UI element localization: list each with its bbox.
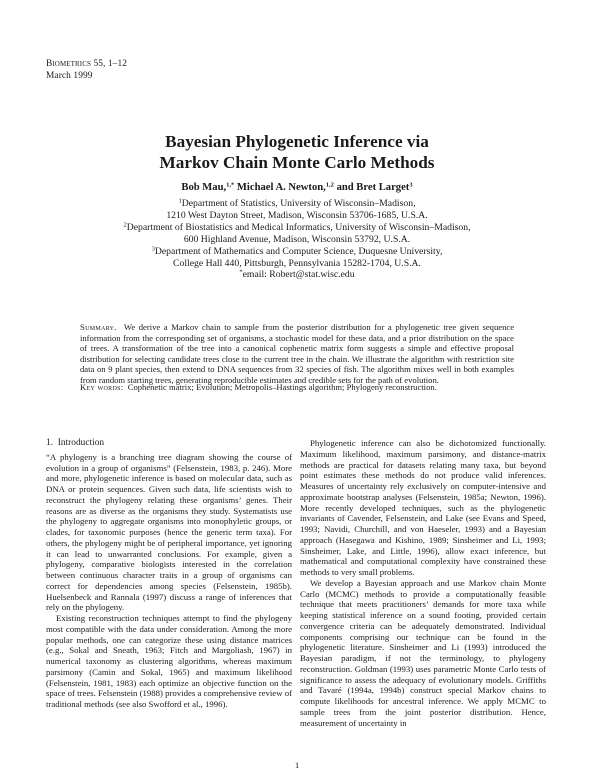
affiliations [0,198,594,281]
paper-title [0,131,594,173]
journal-citation [46,58,127,70]
keywords [80,382,514,393]
paragraph: Existing reconstruction techniques attempt to find the phylogeny most compatible with the data under consideration. Among the more popular methods, one can categorize these using distance matrices (e.g., Sokal and Sneath, 1963; Fitch and Margoliash, 1967) in numerical taxonomy as clustering algorithms, whereas maximum parsimony (Camin and Sokal, 1965) and maximum likelihood (Felsenstein, 1981, 1983) each optimize an objective function on the space of trees. Felsenstein (1988) provides a comprehensive review of traditional methods (see also Swofford et al., 1996). [46,613,292,709]
page-number: 1 [294,760,300,770]
email-line: *email: Robert@stat.wisc.edu [239,268,355,281]
body-column-right [300,438,546,728]
paragraph: We develop a Bayesian approach and use Markov chain Monte Carlo (MCMC) methods to provide a computationally feasible technique that meets practitioners’ demands for more taxa while keeping statistical inference on a sound footing, provided certain convergence criteria can be adequately demonstrated. Individual components comprising our technique can be found in the phylogenetic literature. Sinsheimer and Li (1993) introduced the Bayesian paradigm, if not the terminology, to phylogeny reconstruction. Goldman (1993) uses parametric Monte Carlo tests of significance to assess the adequacy of evolutionary models. Griffiths and Tavaré (1994a, 1994b) construct special Markov chains to compute likelihoods for ancestral inference. We apply MCMC to sample trees from the joint posterior distribution. Hence, measurement of uncertainty in [300,577,546,728]
author-2: Michael A. Newton,$^{1,2}$ [236,181,334,193]
author-1: Bob Mau,$^{1,*}$ [181,181,235,193]
section-heading [46,438,292,449]
journal-header [46,58,127,82]
section-number: 1. [46,438,54,448]
affiliation-2-line-1: $^2$Department of Biostatistics and Medical Informatics, University of Wisconsin–Madison, [123,221,471,233]
affiliation-3-line-1: $^3$Department of Mathematics and Computer Science, Duquesne University, [151,245,443,257]
paragraph: “A phylogeny is a branching tree diagram showing the course of evolution in a group of organisms” (Felsenstein, 1983, p. 246). More and more, phylogenetic inference is based on molecular data, such as DNA or protein sequences. Given such data, life scientists wish to reconstruct the phylogeny relating these organisms’ genes. Their reasons are as diverse as the organisms they study. Systematists use the phylogeny to aggregate organisms into monophyletic groups, or clades, for taxonomic purposes (hence the generic term taxa). For others, the phylogeny might be of peripheral importance, yet ignoring it can lead to unwarranted conclusions. For example, given a phylogeny, comparative biologists interested in the correlation between continuous character traits in a group of organisms can correct for dependencies among species (Felsenstein, 1985b). Huelsenbeck and Rannala (1997) discuss a range of inferences that rely on the phylogeny. [46,451,292,613]
summary-abstract [80,322,514,385]
section-title: Introduction [57,438,105,448]
paragraph: Phylogenetic inference can also be dichotomized functionally. Maximum likelihood, maximum parsimony, and distance-matrix methods are practical for datasets relating many taxa, but beyond point estimates these methods do not produce valid inferences. Measures of uncertainty rely exclusively on computer-intensive and approximate bootstrap analyses (Felsenstein, 1985a; Newton, 1996). More recently developed techniques, such as the phylogenetic invariants of Cavender, Felsenstein, and Lake (see Evans and Speed, 1993; Navidi, Churchill, and von Haeseler, 1993) and a Bayesian approach (Hasegawa and Kishino, 1989; Sinsheimer and Li, 1993; Sinsheimer, Lake, and Little, 1996), allow exact inference, but mathematical and computational complexity have constrained these methods to very small problems. [300,438,546,577]
journal-volume: 55, 1–12 [93,59,128,69]
email-address: Robert@stat.wisc.edu [269,269,355,281]
summary-label: Summary. [80,322,117,332]
title-line-2: Markov Chain Monte Carlo Methods [159,153,435,172]
affiliation-1-line-2: 1210 West Dayton Street, Madison, Wisconsin 53706-1685, U.S.A. [166,209,428,221]
author-list [0,181,594,195]
author-3: and Bret Larget$^3$ [336,181,413,193]
keywords-label: Key words: [80,382,124,392]
body-column-left [46,438,292,710]
keywords-text: Cophenetic matrix; Evolution; Metropolis–Hastings algorithm; Phylogeny reconstruction. [127,382,437,392]
title-line-1: Bayesian Phylogenetic Inference via [165,132,429,151]
summary-text: We derive a Markov chain to sample from the posterior distribution for a phylogenetic tree given sequence information from the corresponding set of organisms, a stochastic model for these data, and a prior distribution on the space of trees. A transformation of the tree into a canonical cophenetic matrix form suggests a simple and effective proposal distribution for selecting candidate trees close to the current tree in the chain. We illustrate the algorithm with restriction site data on 9 plant species, then extend to DNA sequences from 32 species of fish. The algorithm mixes well in both examples from random starting trees, generating reproducible estimates and credible sets for the path of evolution. [80,322,515,385]
affiliation-1-line-1: $^1$Department of Statistics, University of Wisconsin–Madison, [178,197,416,209]
journal-name: Biometrics [46,59,91,69]
journal-date: March 1999 [46,71,93,81]
affiliation-2-line-2: 600 Highland Avenue, Madison, Wisconsin 53792, U.S.A. [183,233,411,245]
email-label: email: [242,269,267,281]
affiliation-3-line-2: College Hall 440, Pittsburgh, Pennsylvania 15282-1704, U.S.A. [173,257,421,269]
